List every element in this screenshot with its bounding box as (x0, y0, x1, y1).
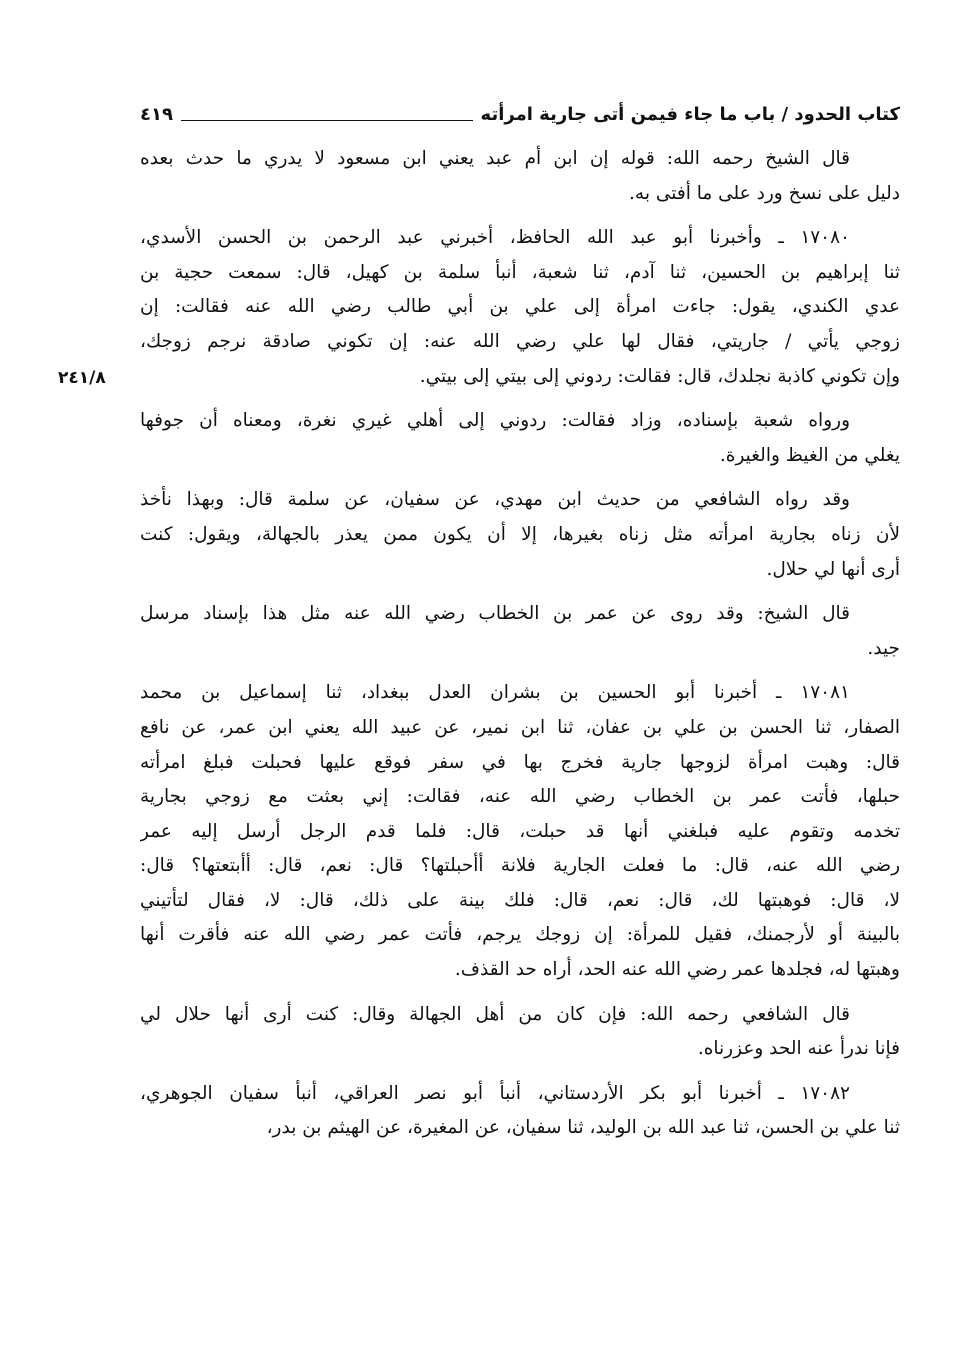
paragraph (140, 142, 900, 211)
text-line: الصفار، ثنا الحسن بن علي بن عفان، ثنا ابن نمير، عن عبيد الله يعني ابن عمر، عن نافع (140, 716, 900, 738)
text-line: بالبينة أو لأرجمنك، فقيل للمرأة: إن زوجك يرجم، فأتت عمر رضي الله عنه فأقرت أنها (140, 924, 900, 946)
header-rule (181, 120, 473, 121)
text-line: تخدمه وتقوم عليه فبلغني أنها قد حبلت، قال: فلما قدم الرجل أرسل إليه عمر (140, 820, 900, 842)
text-line: وإن تكوني كاذبة نجلدك، قال: فقالت: ردوني إلى بيتي إلى بيتي. (419, 365, 900, 387)
header-title: كتاب الحدود / باب ما جاء فيمن أتى جارية امرأته (480, 104, 900, 125)
body-text (140, 142, 900, 1156)
text-line: عدي الكندي، يقول: جاءت امرأة إلى علي بن أبي طالب رضي الله عنه فقالت: إن (140, 296, 900, 318)
text-line: ١٧٠٨٠ ـ وأخبرنا أبو عبد الله الحافظ، أخبرني عبد الرحمن بن الحسن الأسدي، (140, 227, 850, 249)
text-line: لا، قال: فوهبتها لك، قال: نعم، قال: فلك بينة على ذلك، قال: لا، فقال لتأتيني (140, 889, 900, 911)
text-line: قال الشيخ رحمه الله: قوله إن ابن أم عبد يعني ابن مسعود لا يدري ما حدث بعده (140, 148, 850, 169)
text-line: يغلي من الغيظ والغيرة. (719, 444, 900, 466)
text-line: ثنا علي بن الحسن، ثنا عبد الله بن الوليد، ثنا سفيان، عن المغيرة، عن الهيثم بن بدر، (266, 1117, 900, 1139)
paragraph (140, 404, 900, 473)
text-line: أرى أنها لي حلال. (766, 558, 900, 580)
paragraph (140, 483, 900, 587)
text-line: ١٧٠٨١ ـ أخبرنا أبو الحسين بن بشران العدل ببغداد، ثنا إسماعيل بن محمد (140, 682, 850, 704)
text-line: ورواه شعبة بإسناده، وزاد فقالت: ردوني إلى أهلي غيري نغرة، ومعناه أن جوفها (140, 410, 850, 432)
text-line: ثنا إبراهيم بن الحسين، ثنا آدم، ثنا شعبة، أنبأ سلمة بن كهيل، قال: سمعت حجية بن (140, 261, 900, 283)
text-line: رضي الله عنه، قال: ما فعلت الجارية فلانة أأحبلتها؟ قال: نعم، قال: أأبتعتها؟ قال: (140, 855, 900, 877)
text-line: قال الشافعي رحمه الله: فإن كان من أهل الجهالة وقال: كنت أرى أنها حلال لي (140, 1003, 850, 1025)
text-line: لأن زناه بجارية امرأته مثل زناه بغيرها، إلا أن يكون ممن يعذر بالجهالة، ويقول: كنت (140, 523, 900, 545)
text-line: قال: وهبت امرأة لزوجها جارية فخرج بها في سفر فوقع عليها فحبلت فبلغ امرأته (140, 751, 900, 773)
paragraph (140, 998, 900, 1067)
page-number: ٤١٩ (140, 104, 173, 125)
running-header (140, 92, 900, 126)
text-line: زوجي يأتي / جاريتي، فقال لها علي رضي الله عنه: إن تكوني صادقة نرجم زوجك، (140, 330, 900, 352)
paragraph (140, 597, 900, 666)
paragraph (140, 1077, 900, 1146)
text-line: فإنا ندرأ عنه الحد وعزرناه. (697, 1038, 900, 1060)
text-line: حبلها، فأتت عمر بن الخطاب رضي الله عنه، فقالت: إني بعثت مع زوجي بجارية (140, 786, 900, 808)
text-line: ١٧٠٨٢ ـ أخبرنا أبو بكر الأردستاني، أنبأ أبو نصر العراقي، أنبأ سفيان الجوهري، (140, 1082, 850, 1104)
paragraph (140, 221, 900, 394)
text-line: دليل على نسخ ورد على ما أفتى به. (629, 182, 900, 204)
text-line: وقد رواه الشافعي من حديث ابن مهدي، عن سفيان، عن سلمة قال: وبهذا نأخذ (140, 489, 850, 511)
paragraph (140, 676, 900, 987)
text-line: جيد. (867, 637, 900, 659)
margin-reference: ٢٤١/٨ (58, 368, 106, 388)
text-line: وهبتها له، فجلدها عمر رضي الله عنه الحد، أراه حد القذف. (454, 959, 900, 981)
text-line: قال الشيخ: وقد روى عن عمر بن الخطاب رضي الله عنه مثل هذا بإسناد مرسل (140, 603, 850, 625)
